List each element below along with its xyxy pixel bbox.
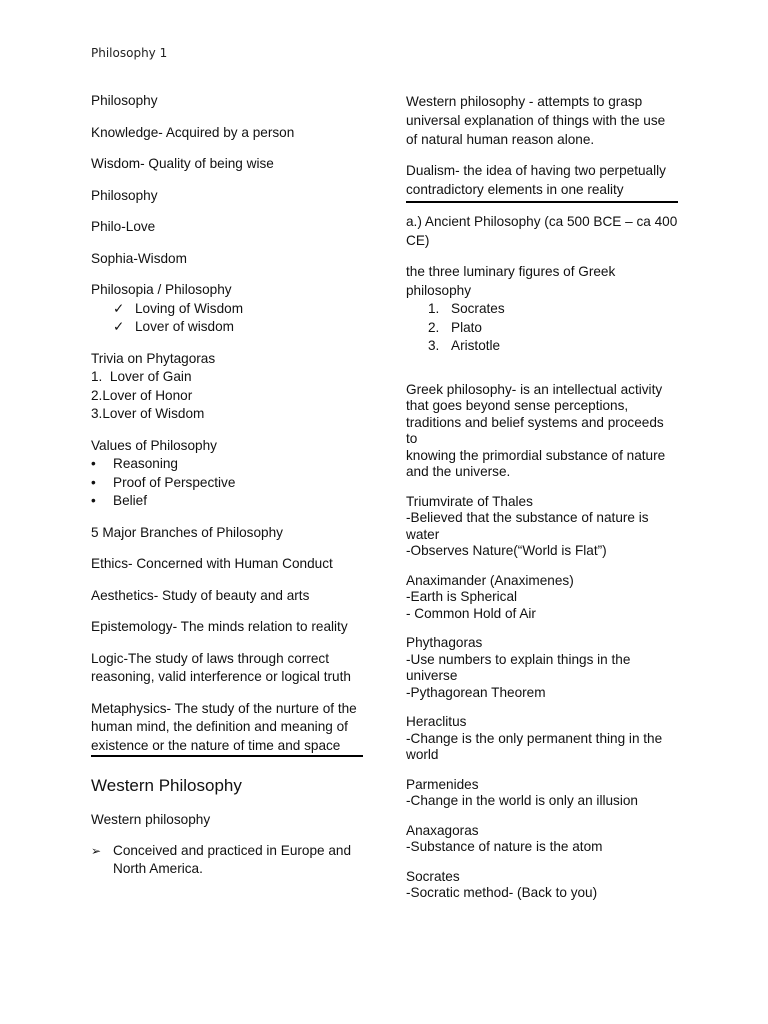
list-item: 2.Lover of Honor [91,387,193,403]
luminary-section [406,263,678,356]
list-item: 3.Lover of Wisdom [91,406,205,421]
parmenides-section [406,777,678,810]
section-title: Trivia on Phytagoras [91,350,216,366]
right-column [406,92,678,915]
anaxagoras-section [406,823,678,856]
philosopia-section [91,281,363,337]
bullet-item: • Reasoning [91,455,363,474]
paragraph: a.) Ancient Philosophy (ca 500 BCE – ca 400 CE) [406,214,678,248]
heraclitus-section [406,714,678,764]
text-line: - Common Hold of Air [406,605,536,621]
checkmark-icon: ✓ [113,319,125,334]
checklist-item: ✓ Lover of wisdom [91,318,363,337]
section-divider [91,755,363,757]
document-header: Philosophy 1 [91,46,168,60]
paragraph: Dualism- the idea of having two perpetually contradictory elements in one reality [406,163,666,197]
arrow-bullet-icon: ➢ [91,843,102,858]
paragraph: Philo-Love [91,219,156,234]
text-line: -Use numbers to explain things in the universe [406,651,631,683]
section-title: Philosopia / Philosophy [91,282,232,297]
numbered-item: 2. Plato [428,319,482,335]
checklist-item: ✓ Loving of Wisdom [91,300,363,319]
paragraph: Wisdom- Quality of being wise [91,156,274,171]
bullet-icon: • [91,456,96,471]
paragraph: Ethics- Concerned with Human Conduct [91,556,333,571]
section-divider [406,201,678,203]
text-line: -Pythagorean Theorem [406,684,546,700]
text-line: Greek philosophy- is an intellectual activity that goes beyond sense perceptions, [406,381,663,413]
left-column [91,92,363,879]
section-heading: Western Philosophy [91,776,242,795]
paragraph: Metaphysics- The study of the nurture of the human mind, the definition and meaning of existence or the nature of time and space [91,700,357,753]
list-item: 1. Lover of Gain [91,369,192,384]
paragraph: 5 Major Branches of Philosophy [91,524,283,540]
numbered-item: 1. Socrates [428,301,505,316]
text-line: Anaximander (Anaximenes) [406,572,574,588]
greek-section [406,382,678,481]
text-line: Triumvirate of Thales [406,493,533,509]
text-line: -Earth is Spherical [406,589,518,604]
text-line: -Believed that the substance of nature is water [406,510,649,542]
text-line: Socrates [406,868,460,884]
socrates-section [406,869,678,902]
paragraph: Philosophy [91,93,158,108]
phythagoras-section [406,635,678,701]
thales-section [406,494,678,560]
checkmark-icon: ✓ [113,300,125,316]
paragraph: Western philosophy - attempts to grasp universal explanation of things with the use of natural human reason alone. [406,94,666,147]
trivia-section [91,350,363,424]
anaximander-section [406,573,678,623]
bullet-icon: • [91,474,96,490]
text-line: Parmenides [406,776,479,792]
text-line: -Change in the world is only an illusion [406,793,638,808]
bullet-icon: • [91,493,96,508]
text-line: traditions and belief systems and proceeds to [406,414,664,446]
text-line: Heraclitus [406,714,467,729]
text-line: -Substance of nature is the atom [406,839,603,854]
values-section [91,437,363,511]
text-line: Anaxagoras [406,822,479,838]
paragraph: Logic-The study of laws through correct reasoning, valid interference or logical truth [91,650,351,684]
text-line: -Observes Nature(“World is Flat”) [406,543,607,558]
text-line: knowing the primordial substance of nature and the universe. [406,447,666,479]
bullet-item: • Belief [91,492,363,511]
arrow-bullet-item: ➢ Conceived and practiced in Europe and North America. [91,842,352,876]
paragraph: Aesthetics- Study of beauty and arts [91,587,310,603]
text-line: -Socratic method- (Back to you) [406,885,598,900]
text-line: Phythagoras [406,635,483,650]
paragraph: Western philosophy [91,812,211,827]
paragraph: Knowledge- Acquired by a person [91,124,295,140]
bullet-item: • Proof of Perspective [91,474,363,493]
section-title: the three luminary figures of Greek philosophy [406,264,616,298]
paragraph: Philosophy [91,187,158,203]
paragraph: Epistemology- The minds relation to reality [91,619,348,634]
numbered-item: 3. Aristotle [428,338,501,353]
section-title: Values of Philosophy [91,437,217,453]
paragraph: Sophia-Wisdom [91,250,187,266]
text-line: -Change is the only permanent thing in the world [406,730,663,762]
